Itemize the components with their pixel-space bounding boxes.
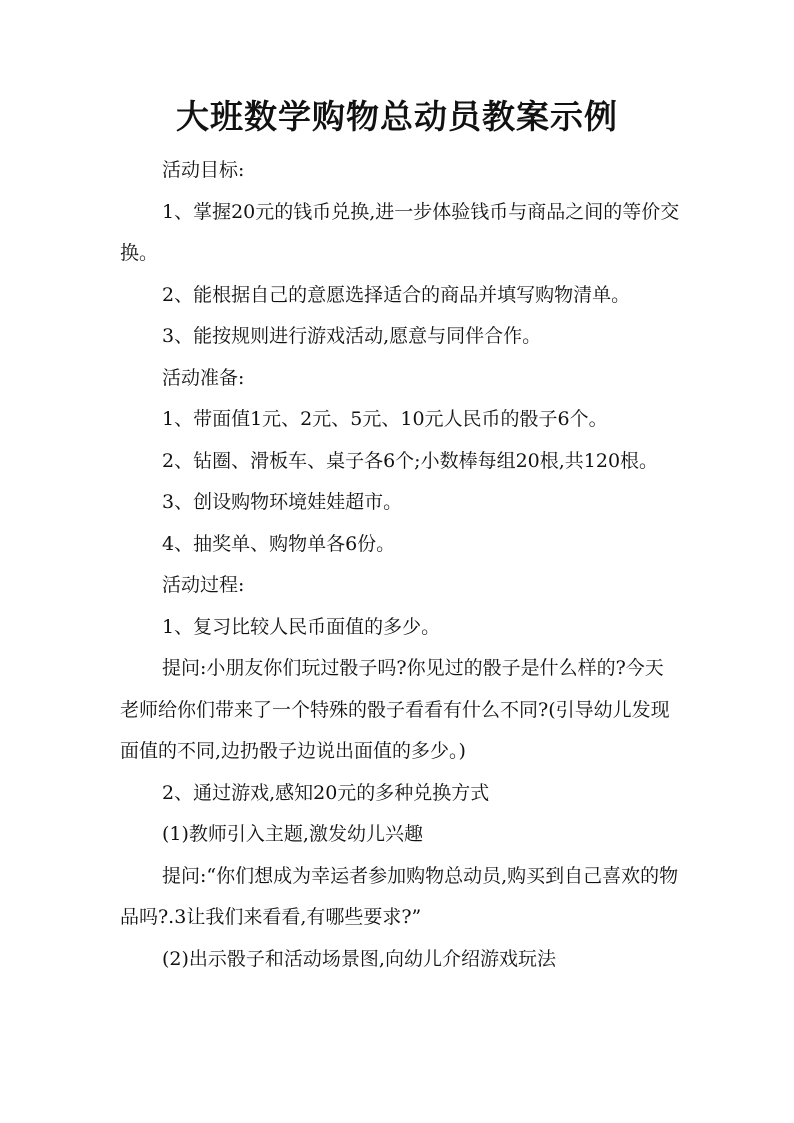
paragraph-preparation-2: 2、钻圈、滑板车、桌子各6个;小数棒每组20根,共120根。 (162, 449, 659, 472)
paragraph-process-substep-2: (2)出示骰子和活动场景图,向幼儿介绍游戏玩法 (162, 947, 556, 970)
paragraph-preparation-heading: 活动准备: (162, 366, 245, 389)
paragraph-preparation-1: 1、带面值1元、2元、5元、10元人民币的骰子6个。 (162, 408, 608, 430)
paragraph-process-step-1: 1、复习比较人民币面值的多少。 (162, 615, 441, 638)
paragraph-goal-2: 2、能根据自己的意愿选择适合的商品并填写购物清单。 (162, 283, 631, 306)
paragraph-preparation-4: 4、抽奖单、购物单各6份。 (162, 532, 396, 555)
paragraph-process-step-2: 2、通过游戏,感知20元的多种兑换方式 (162, 781, 490, 804)
document-body (120, 150, 680, 980)
paragraph-process-substep-1: (1)教师引入主题,激发幼儿兴趣 (162, 823, 423, 845)
paragraph-process-question-2: 提问:“你们想成为幸运者参加购物总动员,购买到自己喜欢的物品吗?.3让我们来看看,有哪些要求?” (120, 864, 679, 928)
paragraph-activity-goals-heading: 活动目标: (162, 159, 245, 181)
paragraph-process-heading: 活动过程: (162, 574, 245, 596)
document-title: 大班数学购物总动员教案示例 (176, 97, 618, 136)
paragraph-preparation-3: 3、创设购物环境娃娃超市。 (162, 491, 403, 513)
paragraph-goal-3: 3、能按规则进行游戏活动,愿意与同伴合作。 (162, 325, 542, 347)
paragraph-goal-1: 1、掌握20元的钱币兑换,进一步体验钱币与商品之间的等价交换。 (120, 200, 680, 264)
paragraph-process-question-1: 提问:小朋友你们玩过骰子吗?你见过的骰子是什么样的?今天老师给你们带来了一个特殊的骰子看看有什么不同?(引导幼儿发现面值的不同,边扔骰子边说出面值的多少。) (120, 657, 670, 762)
